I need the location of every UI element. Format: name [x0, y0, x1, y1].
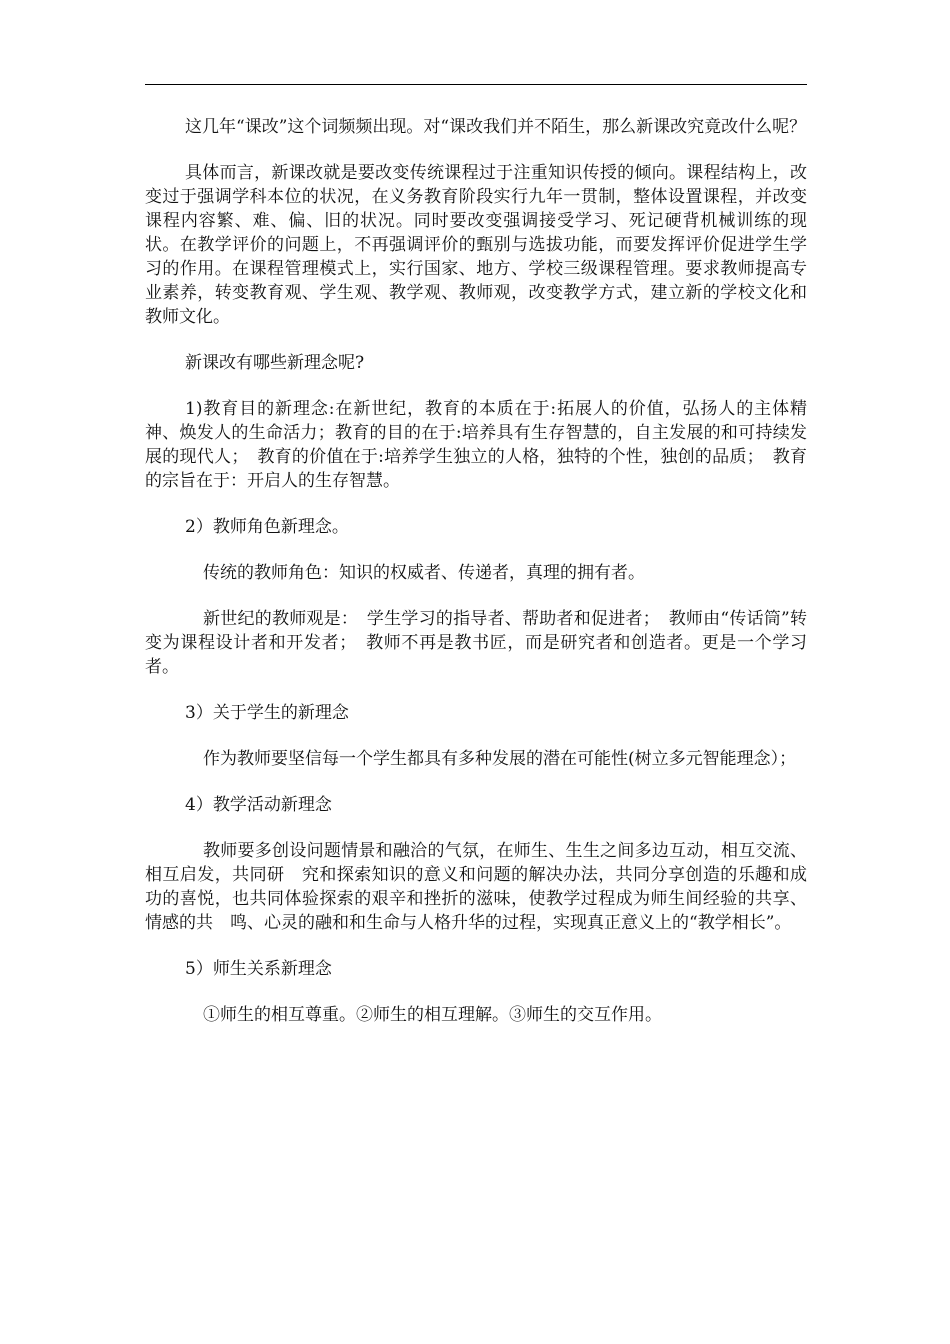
reform-content-paragraph: 具体而言，新课改就是要改变传统课程过于注重知识传授的倾向。课程结构上，改变过于强调学科本位的状况，在义务教育阶段实行九年一贯制，整体设置课程，并改变课程内容繁、难、偏、旧的状况。同时要改变强调接受学习、死记硬背机械训练的现状。在教学评价的问题上，不再强调评价的甄别与选拔功能，而要发挥评价促进学生学习的作用。在课程管理模式上，实行国家、地方、学校三级课程管理。要求教师提高专 业素养，转变教育观、学生观、教学观、教师观，改变教学方式，建立新的学校文化和教师文化。 — [145, 163, 824, 327]
concept-1-education-goals: 1)教育目的新理念:在新世纪，教育的本质在于:拓展人的价值，弘扬人的主体精神、焕发人的生命活力；教育的目的在于:培养具有生存智慧的，自主发展的和可持续发展的现代人； 教育的价值在于:培养学生独立的人格，独特的个性，独创的品质； 教育的宗旨在于：开启人的生存智慧。 — [145, 399, 807, 491]
new-concepts-question: 新课改有哪些新理念呢? — [185, 353, 365, 373]
concept-5-heading: 5）师生关系新理念 — [185, 959, 332, 979]
concept-2-heading: 2）教师角色新理念。 — [185, 517, 349, 537]
teacher-student-relation-list: ①师生的相互尊重。②师生的相互理解。③师生的交互作用。 — [203, 1005, 662, 1025]
teaching-activity-paragraph: 教师要多创设问题情景和融洽的气氛，在师生、生生之间多边互动，相互交流、相互启发，共同研 究和探索知识的意义和问题的解决办法，共同分享创造的乐趣和成功的喜悦，也共同体验探索的艰辛和挫折的滋味，使教学过程成为师生间经验的共享、情感的共 鸣、心灵的融和和生命与人格升华的过程，实现真正意义上的“教学相长”。 — [145, 841, 807, 933]
concept-3-heading: 3）关于学生的新理念 — [185, 703, 349, 723]
concept-4-heading: 4）教学活动新理念 — [185, 795, 332, 815]
new-teacher-view: 新世纪的教师观是： 学生学习的指导者、帮助者和促进者； 教师由“传话筒”转变为课程设计者和开发者； 教师不再是教书匠，而是研究者和创造者。更是一个学习者。 — [145, 609, 807, 677]
intro-paragraph: 这几年“课改”这个词频频出现。对“课改我们并不陌生，那么新课改究竟改什么呢？ — [185, 117, 807, 137]
traditional-teacher-role: 传统的教师角色：知识的权威者、传递者，真理的拥有者。 — [203, 563, 645, 583]
header-rule — [145, 84, 807, 85]
document-page — [145, 84, 824, 1049]
student-concept-paragraph: 作为教师要坚信每一个学生都具有多种发展的潜在可能性(树立多元智能理念）； — [203, 749, 797, 769]
